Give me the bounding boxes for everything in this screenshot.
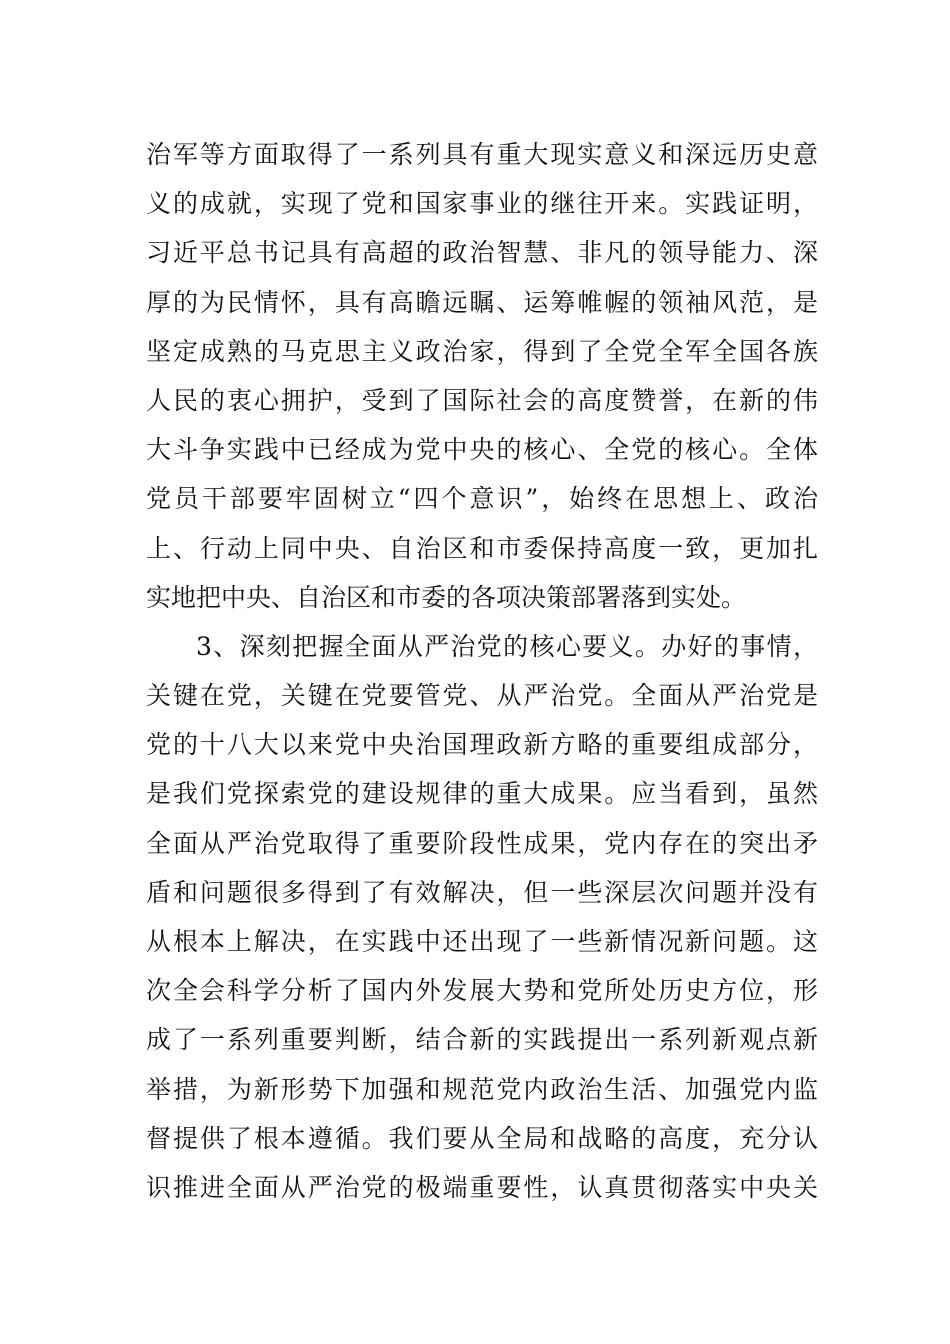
text-line: 是我们党探索党的建设规律的重大成果。应当看到，虽然 [146,779,818,809]
text-line: 义的成就，实现了党和国家事业的继往开来。实践证明， [146,189,818,219]
text-line: 党员干部要牢固树立“四个意识”，始终在思想上、政治 [146,484,818,514]
text-line: 成了一系列重要判断，结合新的实践提出一系列新观点新 [146,1025,818,1055]
text-line: 上、行动上同中央、自治区和市委保持高度一致，更加扎 [146,533,818,563]
text-line: 全面从严治党取得了重要阶段性成果，党内存在的突出矛 [146,828,818,858]
text-line: 厚的为民情怀，具有高瞻远瞩、运筹帷幄的领袖风范，是 [146,287,818,317]
text-line: 举措，为新形势下加强和规范党内政治生活、加强党内监 [146,1074,818,1104]
paragraph-end-line: 实地把中央、自治区和市委的各项决策部署落到实处。 [146,582,747,612]
text-line: 人民的衷心拥护，受到了国际社会的高度赞誉，在新的伟 [146,385,818,415]
text-line: 党的十八大以来党中央治国理政新方略的重要组成部分， [146,730,818,760]
body-text [146,130,818,1212]
text-line: 识推进全面从严治党的极端重要性，认真贯彻落实中央关 [146,1172,818,1202]
section-heading-line: 3、深刻把握全面从严治党的核心要义。办好的事情， [196,631,818,661]
text-line: 大斗争实践中已经成为党中央的核心、全党的核心。全体 [146,435,818,465]
text-line: 从根本上解决，在实践中还出现了一些新情况新问题。这 [146,927,818,956]
text-line: 习近平总书记具有高超的政治智慧、非凡的领导能力、深 [146,238,818,268]
text-line: 治军等方面取得了一系列具有重大现实意义和深远历史意 [146,140,818,169]
text-line: 坚定成熟的马克思主义政治家，得到了全党全军全国各族 [146,336,818,366]
text-line: 关键在党，关键在党要管党、从严治党。全面从严治党是 [146,681,818,711]
text-line: 督提供了根本遵循。我们要从全局和战略的高度，充分认 [146,1123,818,1153]
text-line: 次全会科学分析了国内外发展大势和党所处历史方位，形 [146,976,818,1006]
text-line: 盾和问题很多得到了有效解决，但一些深层次问题并没有 [146,877,818,907]
